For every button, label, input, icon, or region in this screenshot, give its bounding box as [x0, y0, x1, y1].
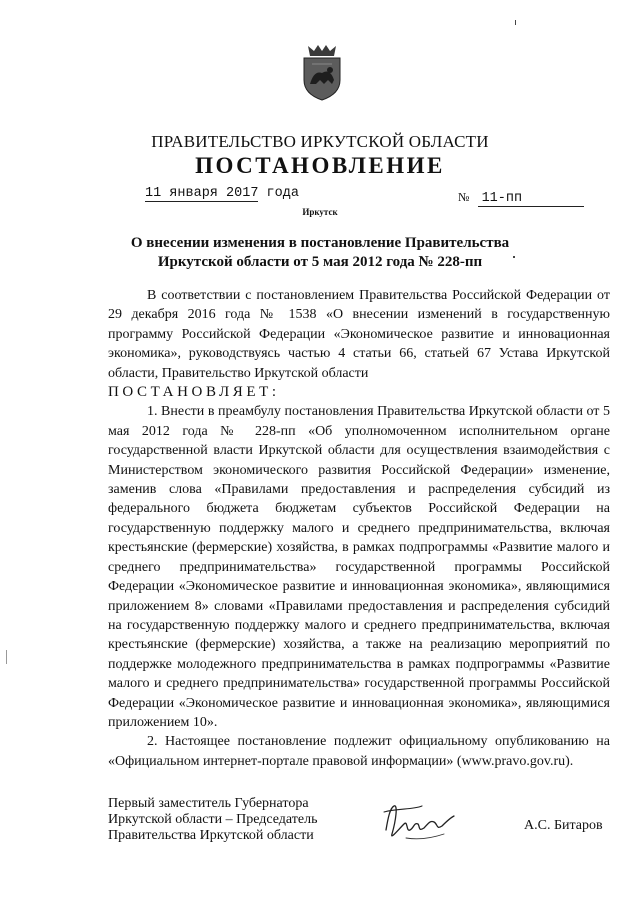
- signatory-position: [108, 796, 317, 844]
- city-name: Иркутск: [302, 207, 338, 217]
- document-number: [458, 190, 584, 207]
- signer-name: А.С. Битаров: [524, 818, 603, 833]
- position-line-3: Правительства Иркутской области: [108, 828, 314, 843]
- position-line-2: Иркутской области – Председатель: [108, 812, 318, 827]
- document-type: ПОСТАНОВЛЕНИЕ: [195, 153, 445, 178]
- position-line-1: Первый заместитель Губернатора: [108, 796, 309, 811]
- date-suffix: года: [266, 186, 299, 201]
- preamble-paragraph: В соответствии с постановлением Правительства Российской Федерации от 29 декабря 2016 года № 1538 «О внесении изменений в государственную программу Российской Федерации «Экономическое развитие и инновационная экономика», руководствуясь частью 4 статьи 66, статьей 67 Устава Иркутской области, Правительство Иркутской области: [108, 288, 610, 381]
- resolves-heading: ПОСТАНОВЛЯЕТ:: [108, 384, 280, 401]
- scan-mark: [515, 20, 516, 25]
- document-date: [145, 186, 299, 201]
- handwritten-signature-icon: [378, 800, 458, 844]
- document-body: [108, 286, 610, 771]
- number-value: 11-пп: [478, 191, 584, 207]
- item-2-paragraph: 2. Настоящее постановление подлежит официальному опубликованию на «Официальном интернет-портале правовой информации» (www.pravo.gov.ru).: [108, 734, 610, 769]
- organization-name: ПРАВИТЕЛЬСТВО ИРКУТСКОЙ ОБЛАСТИ: [151, 132, 489, 151]
- item-1-paragraph: 1. Внести в преамбулу постановления Правительства Иркутской области от 5 мая 2012 года № 228-пп «Об уполномоченном исполнительном органе государственной власти Иркутской области для осуществления взаимодействия с Министерством экономического развития Российской Федерации» изменение, заменив слова «Правилами предоставления и распределения субсидий из федерального бюджета бюджетам субъектов Российской Федерации на государственную поддержку малого и среднего предпринимательства, включая крестьянские (фермерские) хозяйства, в рамках подпрограммы «Развитие малого и среднего предпринимательства» государственной программы Российской Федерации «Экономическое развитие и инновационная экономика», являющимися приложением 8» словами «Правилами предоставления и распределения субсидий на государственную поддержку малого и среднего предпринимательства, включая крестьянские (фермерские) хозяйства, а также на реализацию мероприятий по поддержке молодежного предпринимательства в рамках подпрограммы «Развитие малого и среднего предпринимательства» государственной программы Российской Федерации «Экономическое развитие и инновационная экономика», являющимися приложением 10».: [108, 404, 610, 730]
- number-sign: №: [458, 190, 470, 204]
- document-title: О внесении изменения в постановление Правительства Иркутской области от 5 мая 2012 года № 228-пп: [130, 235, 510, 270]
- scan-mark: [6, 650, 7, 664]
- coat-of-arms-icon: [300, 40, 344, 102]
- scan-mark: [513, 256, 515, 258]
- date-value: 11 января 2017: [145, 186, 259, 201]
